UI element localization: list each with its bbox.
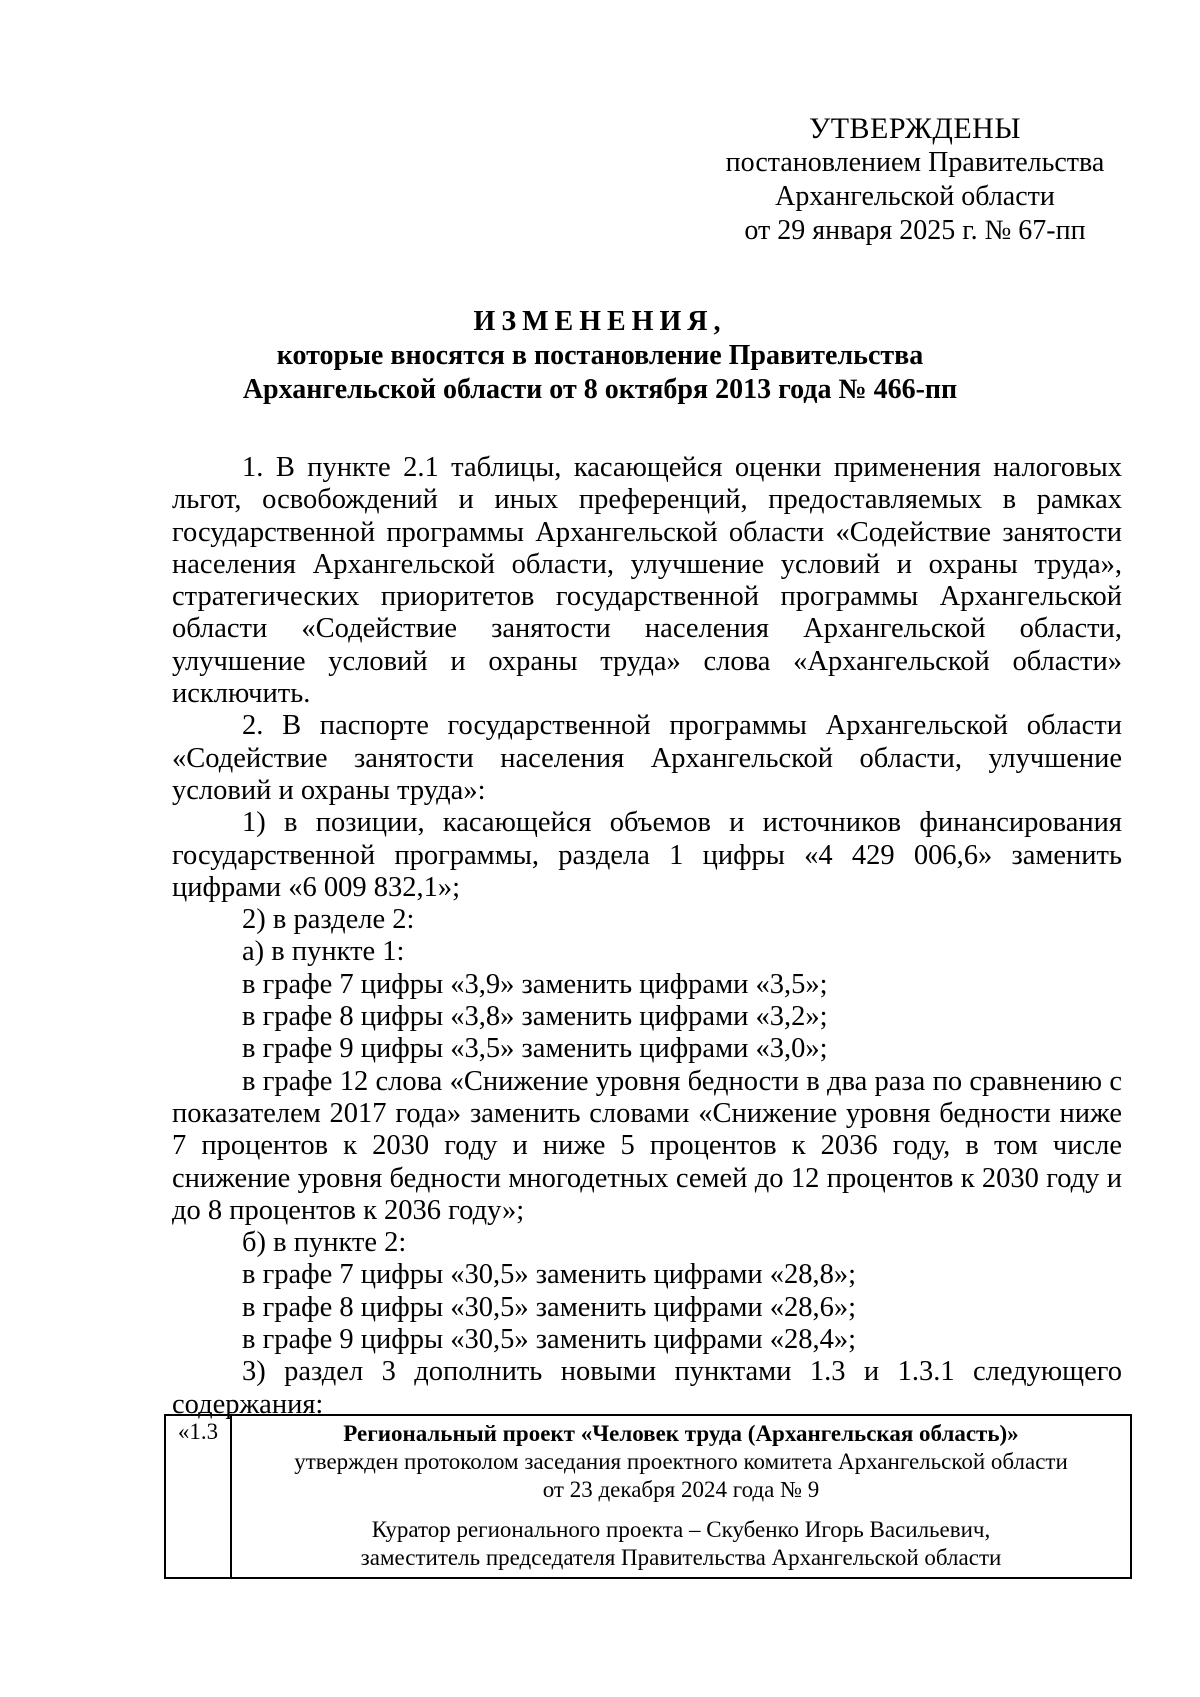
paragraph: 1. В пункте 2.1 таблицы, касающейся оценки применения налоговых льгот, освобождений и иных преференций, предоставляемых в рамках государственной программы Архангельской области «Содействие занятости населения Архангельской области, улучшение условий и охраны труда», стратегических приоритетов государственной программы Архангельской области «Содействие занятости населения Архангельской области, улучшение условий и охраны труда» слова «Архангельской области» исключить. — [172, 452, 1122, 710]
table-cell-number: «1.3 — [165, 1415, 231, 1578]
title-subtitle-2: Архангельской области от 8 октября 2013 года № 466-пп — [242, 374, 958, 405]
title-main: ИЗМЕНЕНИЯ, — [473, 306, 727, 337]
paragraph: в графе 12 слова «Снижение уровня бедности в два раза по сравнению с показателем 2017 года» заменить словами «Снижение уровня бедности ниже 7 процентов к 2030 году и ниже 5 процентов к 2036 году, в том числе снижение уровня бедности многодетных семей до 12 процентов к 2030 году и до 8 процентов к 2036 году»; — [172, 1065, 1122, 1226]
document-body — [172, 452, 1122, 1421]
spacer — [240, 1504, 1122, 1516]
paragraph: 2. В паспорте государственной программы Архангельской области «Содействие занятости населения Архангельской области, улучшение условий и охраны труда»: — [172, 710, 1122, 806]
curator-line-1: Куратор регионального проекта – Скубенко Игорь Васильевич, — [371, 1517, 991, 1542]
table-cell-content — [231, 1415, 1131, 1578]
approval-heading: УТВЕРЖДЕНЫ — [808, 112, 1022, 145]
document-title — [160, 305, 1040, 407]
paragraph: а) в пункте 1: — [242, 936, 405, 968]
approved-line-2: от 23 декабря 2024 года № 9 — [542, 1477, 820, 1502]
paragraph: 1) в позиции, касающейся объемов и источников финансирования государственной программы, раздела 1 цифры «4 429 006,6» заменить цифрами «6 009 832,1»; — [172, 807, 1122, 903]
approved-line-1: утвержден протоколом заседания проектного комитета Архангельской области — [294, 1449, 1068, 1474]
approval-stamp — [700, 112, 1130, 248]
paragraph: 3) раздел 3 дополнить новыми пунктами 1.3 и 1.3.1 следующего содержания: — [172, 1356, 1122, 1420]
paragraph: в графе 7 цифры «3,9» заменить цифрами «3,5»; — [242, 968, 828, 1000]
paragraph: в графе 9 цифры «30,5» заменить цифрами «28,4»; — [242, 1324, 857, 1356]
title-subtitle-1: которые вносятся в постановление Правительства — [276, 340, 924, 371]
paragraph: в графе 9 цифры «3,5» заменить цифрами «3,0»; — [242, 1033, 828, 1065]
approval-line-3: от 29 января 2025 г. № 67-пп — [744, 215, 1086, 246]
project-title: Региональный проект «Человек труда (Архангельская область)» — [343, 1421, 1019, 1446]
project-table — [164, 1414, 1132, 1579]
approval-line-2: Архангельской области — [775, 181, 1055, 212]
curator-line-2: заместитель председателя Правительства Архангельской области — [360, 1545, 1002, 1570]
paragraph: 2) в разделе 2: — [242, 904, 415, 936]
paragraph: в графе 7 цифры «30,5» заменить цифрами «28,8»; — [242, 1259, 857, 1291]
approval-line-1: постановлением Правительства — [725, 147, 1105, 178]
table-row — [165, 1415, 1131, 1578]
paragraph: в графе 8 цифры «3,8» заменить цифрами «3,2»; — [242, 1001, 828, 1033]
paragraph: в графе 8 цифры «30,5» заменить цифрами «28,6»; — [242, 1291, 857, 1323]
paragraph: б) в пункте 2: — [242, 1227, 407, 1259]
